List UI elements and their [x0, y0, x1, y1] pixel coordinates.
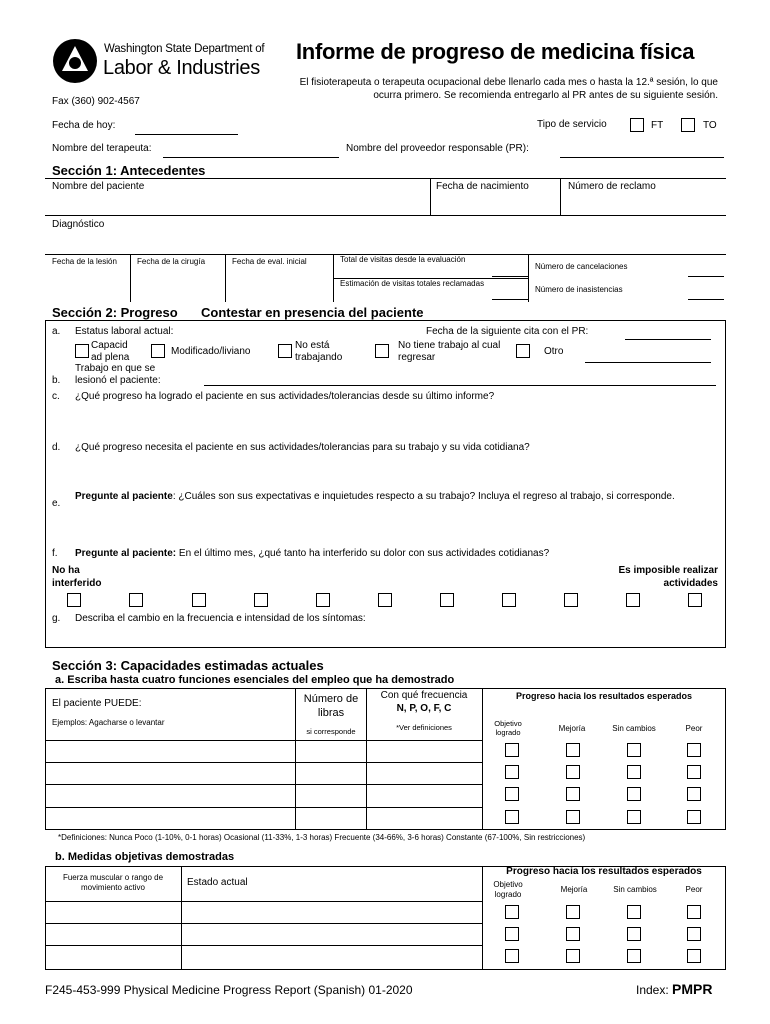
col-peor: Peor — [685, 724, 703, 733]
fn-row1-peor-checkbox[interactable] — [687, 743, 701, 757]
section2-subtitle: Contestar en presencia del paciente — [201, 305, 424, 320]
a-label: Estatus laboral actual: — [75, 326, 174, 337]
pain-scale-1-checkbox[interactable] — [129, 593, 143, 607]
fecha-nacimiento-label[interactable]: Fecha de nacimiento — [436, 181, 529, 192]
s1-d4 — [225, 254, 226, 302]
c-letter: c. — [52, 391, 60, 402]
col-sin: Sin cambios — [612, 724, 656, 733]
opt-modificado-label: Modificado/liviano — [171, 346, 251, 357]
mt-row2-rule — [45, 945, 482, 946]
b-letter: b. — [52, 375, 61, 386]
instructions: El fisioterapeuta o terapeuta ocupacional debe llenarlo cada mes o hasta la 12.ª sesión, lo que ocurra primero. Se recomienda entregarlo al PR antes de su siguiente sesión. — [299, 77, 718, 101]
next-appt-field[interactable] — [625, 339, 711, 340]
b-col-peor: Peor — [685, 885, 703, 894]
e-bold: Pregunte al paciente — [75, 491, 173, 502]
opt-modificado-checkbox[interactable] — [151, 344, 165, 358]
e-text: : ¿Cuáles son sus expectativas e inquietudes respecto a su trabajo? Incluya el regreso al trabajo, si corresponde. — [172, 491, 675, 502]
col-npofc: N, P, O, F, C — [396, 703, 452, 714]
fn-row2-peor-checkbox[interactable] — [687, 765, 701, 779]
f-right-label: Es imposible realizar actividades — [618, 565, 718, 589]
cancelaciones-line — [688, 276, 724, 277]
mt-header-rule — [45, 901, 482, 902]
fn-row4-objetivo-checkbox[interactable] — [505, 810, 519, 824]
fn-row3-peor-checkbox[interactable] — [687, 787, 701, 801]
to-label: TO — [703, 120, 717, 131]
m-row2-peor-checkbox[interactable] — [687, 927, 701, 941]
e-question — [75, 490, 705, 503]
total-visitas-line — [492, 276, 528, 277]
m-row1-peor-checkbox[interactable] — [687, 905, 701, 919]
m-row2-mejoria-checkbox[interactable] — [566, 927, 580, 941]
b-col-progreso: Progreso hacia los resultados esperados — [506, 866, 702, 877]
opt-otro-label: Otro — [544, 346, 564, 357]
col-mejoria: Mejoría — [558, 724, 586, 733]
opt-no-tiene-label: No tiene trabajo al cual regresar — [398, 340, 501, 363]
pain-scale-9-checkbox[interactable] — [626, 593, 640, 607]
d-question: ¿Qué progreso necesita el paciente en sus actividades/tolerancias para su trabajo y su vida cotidiana? — [75, 442, 530, 453]
fn-row1-objetivo-checkbox[interactable] — [505, 743, 519, 757]
num-cancelaciones-label[interactable]: Número de cancelaciones — [535, 262, 628, 271]
b-col-mejoria: Mejoría — [560, 885, 588, 894]
fn-row3-objetivo-checkbox[interactable] — [505, 787, 519, 801]
section1-title: Sección 1: Antecedentes — [52, 163, 206, 178]
pain-scale-2-checkbox[interactable] — [192, 593, 206, 607]
f-bold: Pregunte al paciente: — [75, 548, 177, 559]
agency-line2: Labor & Industries — [103, 57, 260, 79]
opt-no-trabajando-label: No está trabajando — [295, 340, 343, 363]
ft-header-rule — [45, 740, 482, 741]
opt-capacidad-label: Capacid ad plena — [91, 340, 130, 363]
nombre-proveedor-label: Nombre del proveedor responsable (PR): — [346, 143, 529, 154]
fn-row1-mejoria-checkbox[interactable] — [566, 743, 580, 757]
section3b-title: b. Medidas objetivas demostradas — [55, 851, 235, 863]
tipo-servicio-label: Tipo de servicio — [537, 119, 607, 130]
section3-title: Sección 3: Capacidades estimadas actuales — [52, 658, 324, 673]
col-si: si corresponde — [306, 727, 356, 736]
s1-divider1 — [430, 178, 431, 215]
section3a-title: a. Escriba hasta cuatro funciones esenciales del empleo que ha demostrado — [55, 674, 455, 686]
ft-col1 — [295, 688, 296, 830]
opt-no-tiene-checkbox[interactable] — [375, 344, 389, 358]
col-frecuencia: Con qué frecuencia — [380, 690, 468, 701]
ft-checkbox[interactable] — [630, 118, 644, 132]
col-progreso: Progreso hacia los resultados esperados — [515, 691, 693, 701]
trabajo-lesion-field[interactable] — [204, 385, 716, 386]
col-numero: Número de libras — [303, 693, 359, 719]
col-puede: El paciente PUEDE: — [52, 698, 142, 709]
m-row1-sin-checkbox[interactable] — [627, 905, 641, 919]
f-text: En el último mes, ¿qué tanto ha interferido su dolor con sus actividades cotidianas? — [176, 548, 550, 559]
opt-otro-checkbox[interactable] — [516, 344, 530, 358]
b-col-sin: Sin cambios — [613, 885, 657, 894]
to-checkbox[interactable] — [681, 118, 695, 132]
e-letter: e. — [52, 498, 61, 509]
mt-col1 — [181, 866, 182, 970]
pain-scale-4-checkbox[interactable] — [316, 593, 330, 607]
fn-row3-sin-checkbox[interactable] — [627, 787, 641, 801]
m-row2-objetivo-checkbox[interactable] — [505, 927, 519, 941]
a-next-label: Fecha de la siguiente cita con el PR: — [426, 326, 589, 337]
ft-col2 — [366, 688, 367, 830]
inasistencias-line — [688, 299, 724, 300]
total-visitas-label[interactable]: Total de visitas desde la evaluación — [340, 255, 466, 264]
col-ver: *Ver definiciones — [396, 723, 452, 732]
m-row2-sin-checkbox[interactable] — [627, 927, 641, 941]
mt-col2 — [482, 866, 483, 970]
mt-row1-rule — [45, 923, 482, 924]
b-col1: Fuerza muscular o rango de movimiento activo — [62, 873, 164, 892]
fecha-hoy-field[interactable] — [135, 134, 238, 135]
nombre-proveedor-field[interactable] — [560, 157, 724, 158]
c-question: ¿Qué progreso ha logrado el paciente en sus actividades/tolerancias desde su último informe? — [75, 391, 495, 402]
g-question: Describa el cambio en la frecuencia e intensidad de los síntomas: — [75, 613, 366, 624]
b-col2: Estado actual — [187, 877, 248, 888]
s1-divider2 — [560, 178, 561, 215]
fn-row4-mejoria-checkbox[interactable] — [566, 810, 580, 824]
definitions: *Definiciones: Nunca Poco (1-10%, 0-1 horas) Ocasional (11-33%, 1-3 horas) Frecuente (34-66%, 3-6 horas) Constante (67-100%, Sin restricciones) — [58, 833, 586, 842]
fn-row2-mejoria-checkbox[interactable] — [566, 765, 580, 779]
lni-logo-icon — [52, 38, 98, 84]
s1-rule2 — [45, 215, 726, 216]
col-objetivo: Objetivo logrado — [494, 719, 522, 737]
nombre-paciente-label[interactable]: Nombre del paciente — [52, 181, 145, 192]
ft-label: FT — [651, 120, 664, 131]
index — [636, 981, 713, 997]
ft-col3 — [482, 688, 483, 830]
agency-line1: Washington State Department of — [104, 43, 265, 55]
fecha-eval-label[interactable]: Fecha de eval. inicial — [232, 257, 307, 266]
fn-row3-mejoria-checkbox[interactable] — [566, 787, 580, 801]
fax-number: Fax (360) 902-4567 — [52, 96, 140, 107]
b-label: Trabajo en que se lesionó el paciente: — [75, 363, 161, 386]
pain-scale-10-checkbox[interactable] — [688, 593, 702, 607]
opt-capacidad-checkbox[interactable] — [75, 344, 89, 358]
otro-field[interactable] — [585, 362, 711, 363]
fn-row1-sin-checkbox[interactable] — [627, 743, 641, 757]
pain-scale-8-checkbox[interactable] — [564, 593, 578, 607]
pain-scale-7-checkbox[interactable] — [502, 593, 516, 607]
section1-rule — [45, 178, 726, 179]
ft-row3-rule — [45, 807, 482, 808]
f-question — [75, 548, 549, 559]
index-label: Index: — [636, 983, 669, 997]
m-row3-peor-checkbox[interactable] — [687, 949, 701, 963]
m-row1-mejoria-checkbox[interactable] — [566, 905, 580, 919]
pain-scale-6-checkbox[interactable] — [440, 593, 454, 607]
d-letter: d. — [52, 442, 61, 453]
fn-row4-sin-checkbox[interactable] — [627, 810, 641, 824]
ft-row2-rule — [45, 784, 482, 785]
diagnostico-label[interactable]: Diagnóstico — [52, 219, 105, 230]
section2-title: Sección 2: Progreso — [52, 305, 178, 320]
fecha-hoy-label: Fecha de hoy: — [52, 120, 116, 131]
s1-d6 — [528, 254, 529, 302]
index-value: PMPR — [672, 981, 713, 997]
col-ejemplos: Ejemplos: Agacharse o levantar — [52, 718, 165, 727]
m-row1-objetivo-checkbox[interactable] — [505, 905, 519, 919]
b-col-objetivo: Objetivo logrado — [493, 880, 523, 899]
opt-no-trabajando-checkbox[interactable] — [278, 344, 292, 358]
nombre-terapeuta-field[interactable] — [163, 157, 339, 158]
estimacion-visitas-label[interactable]: Estimación de visitas totales reclamadas — [340, 279, 485, 288]
f-left-label: No ha interferido — [52, 565, 102, 589]
m-row3-sin-checkbox[interactable] — [627, 949, 641, 963]
fn-row4-peor-checkbox[interactable] — [687, 810, 701, 824]
estimacion-line — [492, 299, 528, 300]
nombre-terapeuta-label: Nombre del terapeuta: — [52, 143, 152, 154]
m-row3-objetivo-checkbox[interactable] — [505, 949, 519, 963]
fn-row2-sin-checkbox[interactable] — [627, 765, 641, 779]
pain-scale-3-checkbox[interactable] — [254, 593, 268, 607]
fecha-lesion-label[interactable]: Fecha de la lesión — [52, 257, 117, 266]
f-letter: f. — [52, 548, 58, 559]
fn-row2-objetivo-checkbox[interactable] — [505, 765, 519, 779]
pain-scale-5-checkbox[interactable] — [378, 593, 392, 607]
num-inasistencias-label[interactable]: Número de inasistencias — [535, 285, 623, 294]
m-row3-mejoria-checkbox[interactable] — [566, 949, 580, 963]
a-letter: a. — [52, 326, 61, 337]
fecha-cirugia-label[interactable]: Fecha de la cirugía — [137, 257, 206, 266]
g-letter: g. — [52, 613, 61, 624]
form-id: F245-453-999 Physical Medicine Progress Report (Spanish) 01-2020 — [45, 983, 413, 997]
page-title: Informe de progreso de medicina física — [296, 39, 695, 64]
s1-d3 — [130, 254, 131, 302]
numero-reclamo-label[interactable]: Número de reclamo — [568, 181, 656, 192]
ft-row1-rule — [45, 762, 482, 763]
pain-scale-0-checkbox[interactable] — [67, 593, 81, 607]
